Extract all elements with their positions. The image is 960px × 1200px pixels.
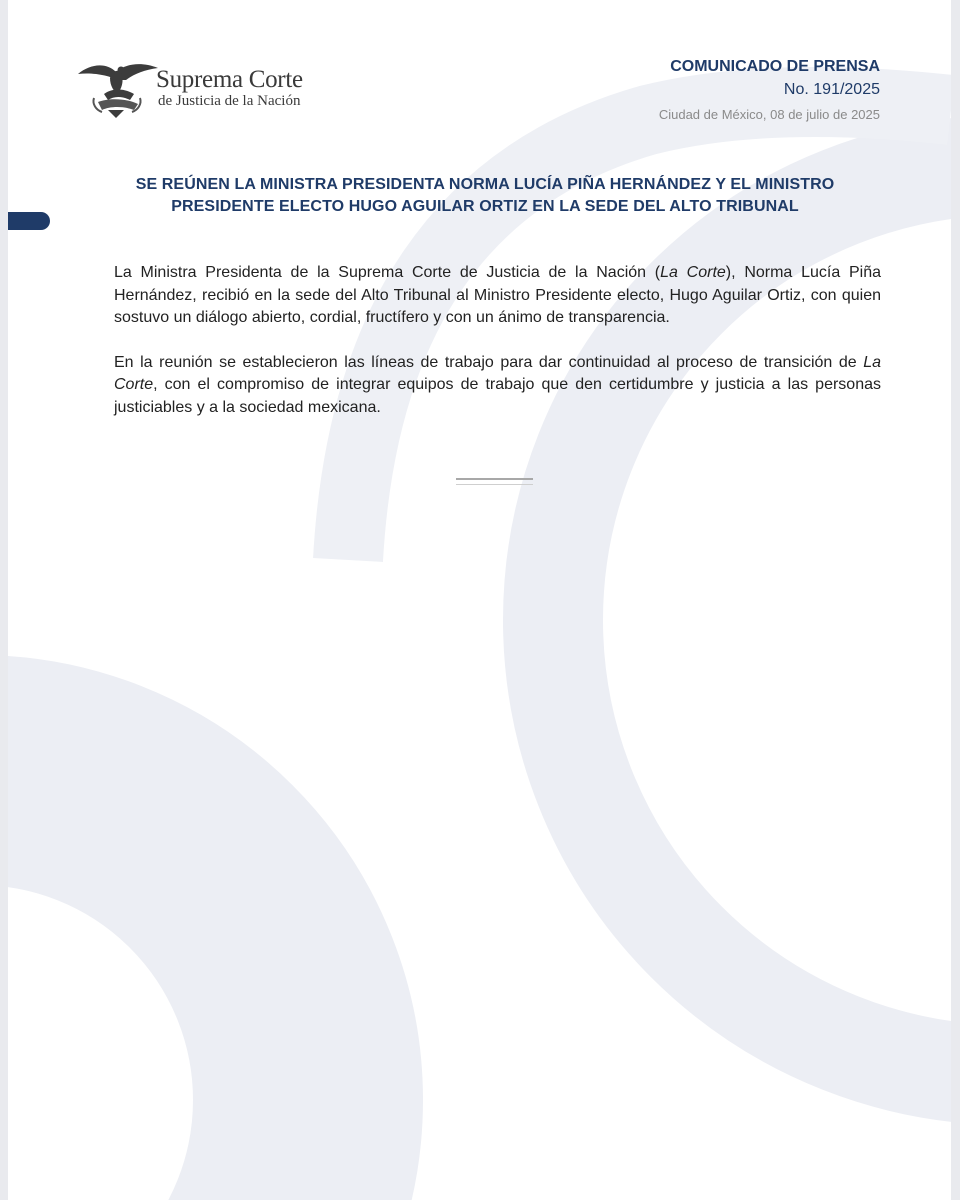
institution-logo bbox=[74, 58, 303, 118]
bottom-left-arc bbox=[8, 770, 308, 1200]
press-release-page bbox=[8, 0, 951, 1200]
eagle-emblem-icon bbox=[74, 58, 160, 118]
institution-name: Suprema Corte bbox=[156, 65, 303, 93]
release-number: No. 191/2025 bbox=[783, 81, 880, 98]
body-paragraph-2: En la reunión se establecieron las líneas de trabajo para dar continuidad al proceso de transición de La Corte, con el compromiso de integrar equipos de trabajo que den certidumbre y justicia a las personas justiciables y a la sociedad mexicana. bbox=[114, 353, 881, 416]
release-dateline: Ciudad de México, 08 de julio de 2025 bbox=[658, 107, 880, 122]
la-corte-italic: La Corte bbox=[114, 353, 881, 393]
release-headline bbox=[90, 174, 880, 218]
release-type-label: COMUNICADO DE PRENSA bbox=[670, 58, 880, 75]
side-accent-tab bbox=[8, 212, 50, 230]
release-header bbox=[659, 56, 880, 128]
la-corte-italic: La Corte bbox=[660, 264, 726, 281]
release-body bbox=[114, 262, 881, 441]
headline-line-1: SE REÚNEN LA MINISTRA PRESIDENTA NORMA LUCÍA PIÑA HERNÁNDEZ Y EL MINISTRO bbox=[135, 176, 835, 193]
end-separator bbox=[456, 478, 533, 485]
institution-subname: de Justicia de la Nación bbox=[158, 92, 301, 109]
body-paragraph-1: La Ministra Presidenta de la Suprema Corte de Justicia de la Nación (La Corte), Norma Lucía Piña Hernández, recibió en la sede del Alto Tribunal al Ministro Presidente electo, Hugo Aguilar Ortiz, con quien sostuvo un diálogo abierto, cordial, fructífero y con un ánimo de transparencia. bbox=[114, 264, 881, 326]
headline-line-2: PRESIDENTE ELECTO HUGO AGUILAR ORTIZ EN LA SEDE DEL ALTO TRIBUNAL bbox=[171, 198, 799, 215]
